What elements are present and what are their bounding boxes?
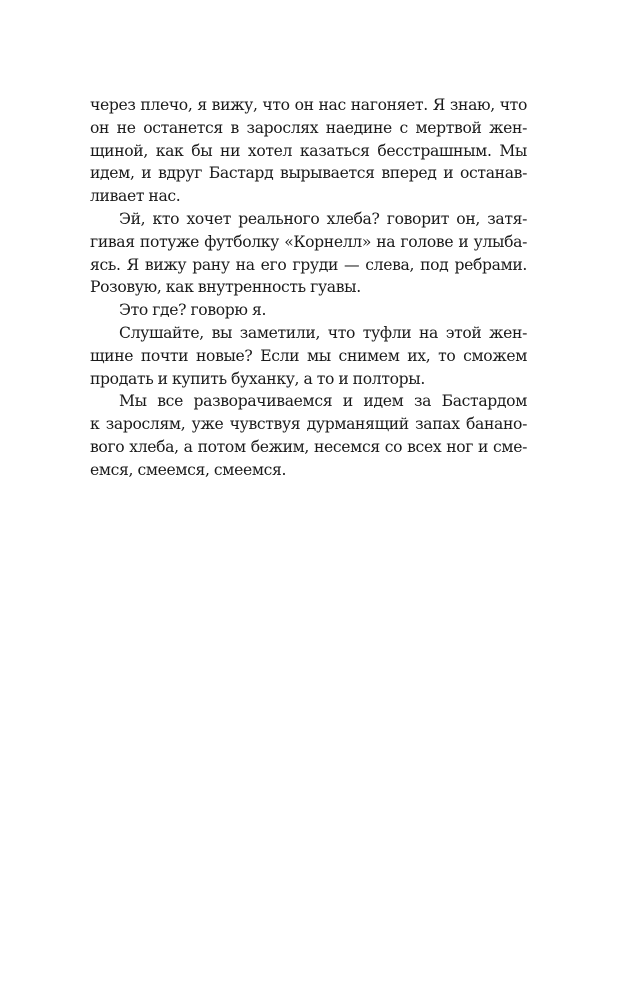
text-line: Мы все разворачиваемся и идем за Бастардом (119, 392, 527, 411)
text-line: через плечо, я вижу, что он нас нагоняет. Я знаю, что (90, 96, 527, 114)
text-line: щине почти новые? Если мы снимем их, то сможем (90, 346, 527, 365)
text-line: емся, смеемся, смеемся. (90, 460, 287, 479)
paragraph-2 (90, 208, 527, 299)
text-line: щиной, как бы ни хотел казаться бесстрашным. Мы (90, 141, 527, 160)
text-line: Розовую, как внутренность гуавы. (90, 278, 361, 297)
text-line: гивая потуже футболку «Корнелл» на голове и улыба- (90, 232, 527, 251)
text-line: идем, и вдруг Бастард вырывается вперед и останав- (90, 164, 527, 183)
text-line: ясь. Я вижу рану на его груди — слева, под ребрами. (90, 255, 527, 274)
paragraph-3 (90, 299, 527, 322)
text-line: Эй, кто хочет реального хлеба? говорит он, затя- (119, 209, 527, 228)
text-line: вого хлеба, а потом бежим, несемся со всех ног и сме- (90, 437, 527, 456)
paragraph-4 (90, 322, 527, 390)
paragraph-1 (90, 94, 527, 208)
text-line: ливает нас. (90, 187, 181, 206)
paragraph-5 (90, 390, 527, 481)
text-line: к зарослям, уже чувствуя дурманящий запах бананo- (90, 415, 527, 434)
book-page-text (90, 94, 527, 482)
text-line: Это где? говорю я. (119, 301, 267, 320)
text-line: продать и купить буханку, а то и полторы. (90, 369, 425, 388)
text-line: Слушайте, вы заметили, что туфли на этой жен- (119, 323, 527, 342)
text-line: он не останется в зарослях наедине с мертвой жен- (90, 118, 527, 137)
